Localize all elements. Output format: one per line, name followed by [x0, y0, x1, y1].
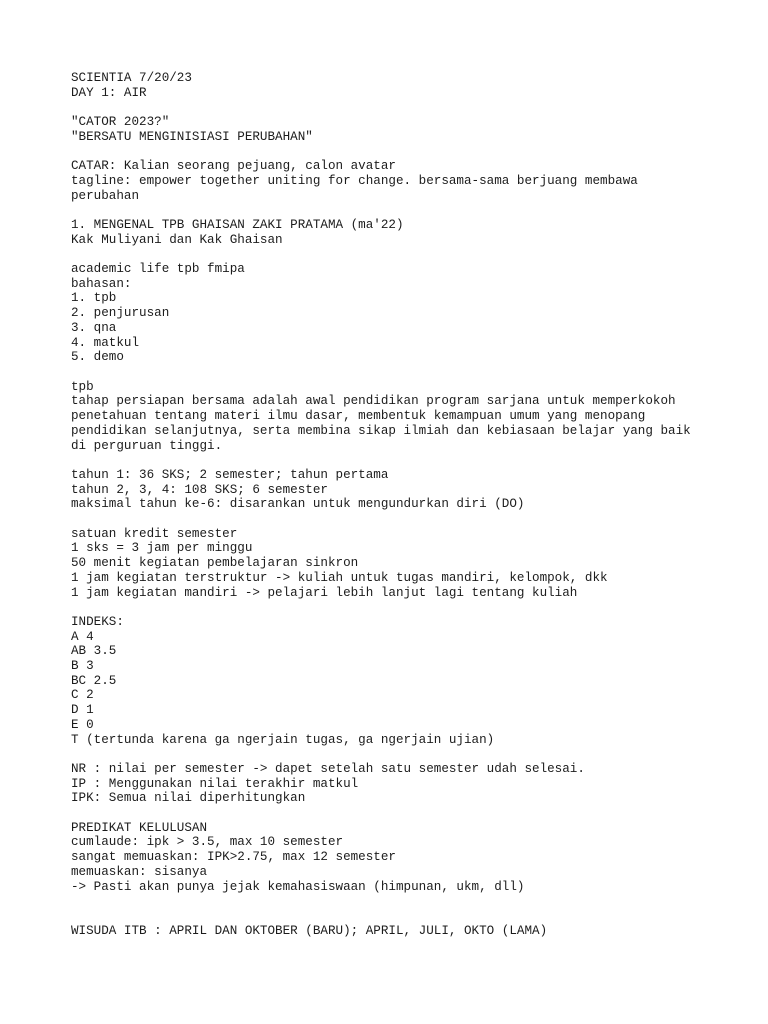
text-line: 2. penjurusan	[71, 306, 170, 321]
text-block	[71, 762, 741, 806]
text-line: AB 3.5	[71, 644, 117, 659]
text-block	[71, 468, 741, 512]
text-block	[71, 262, 741, 365]
text-line: "BERSATU MENGINISIASI PERUBAHAN"	[71, 129, 313, 144]
text-line: 1. MENGENAL TPB GHAISAN ZAKI PRATAMA (ma'22)	[71, 217, 404, 232]
text-line: SCIENTIA 7/20/23	[71, 71, 192, 85]
text-line: memuaskan: sisanya	[71, 864, 208, 879]
text-line: 1 jam kegiatan terstruktur -> kuliah untuk tugas mandiri, kelompok, dkk	[71, 570, 608, 585]
text-line: bahasan:	[71, 276, 132, 291]
text-line: tagline: empower together uniting for change. bersama-sama berjuang membawa	[71, 173, 638, 188]
text-line: 4. matkul	[71, 335, 140, 350]
text-line: tahun 2, 3, 4: 108 SKS; 6 semester	[71, 482, 328, 497]
text-line: WISUDA ITB : APRIL DAN OKTOBER (BARU); APRIL, JULI, OKTO (LAMA)	[71, 923, 548, 938]
text-line: T (tertunda karena ga ngerjain tugas, ga ngerjain ujian)	[71, 732, 495, 747]
text-line: sangat memuaskan: IPK>2.75, max 12 semester	[71, 850, 396, 865]
text-line: NR : nilai per semester -> dapet setelah satu semester udah selesai.	[71, 761, 585, 776]
text-line: tahap persiapan bersama adalah awal pendidikan program sarjana untuk memperkokoh	[71, 394, 676, 409]
text-line: IPK: Semua nilai diperhitungkan	[71, 791, 306, 806]
text-line: E 0	[71, 717, 94, 732]
text-line: B 3	[71, 659, 94, 673]
text-line: 5. demo	[71, 350, 124, 365]
text-line: CATAR: Kalian seorang pejuang, calon avatar	[71, 159, 396, 174]
text-line: PREDIKAT KELULUSAN	[71, 820, 208, 835]
text-line: di perguruan tinggi.	[71, 438, 223, 453]
text-line: tahun 1: 36 SKS; 2 semester; tahun pertama	[71, 467, 389, 482]
text-line: 1 jam kegiatan mandiri -> pelajari lebih lanjut lagi tentang kuliah	[71, 585, 578, 600]
text-line: Kak Muliyani dan Kak Ghaisan	[71, 232, 283, 247]
text-line: "CATOR 2023?"	[71, 115, 170, 130]
text-line: academic life tpb fmipa	[71, 262, 245, 277]
text-line: satuan kredit semester	[71, 526, 238, 541]
text-block	[71, 615, 741, 747]
text-block	[71, 380, 741, 454]
text-block	[71, 821, 741, 895]
text-line: DAY 1: AIR	[71, 85, 147, 100]
text-line: INDEKS:	[71, 614, 124, 629]
document-page	[71, 71, 741, 953]
text-line: C 2	[71, 688, 94, 703]
text-line: perubahan	[71, 188, 140, 203]
text-line: A 4	[71, 629, 94, 644]
text-line	[71, 909, 741, 924]
text-block	[71, 909, 741, 938]
text-line: BC 2.5	[71, 673, 117, 688]
text-block	[71, 218, 741, 247]
text-block	[71, 115, 741, 144]
text-block	[71, 159, 741, 203]
text-line: D 1	[71, 703, 94, 718]
text-line: pendidikan selanjutnya, serta membina sikap ilmiah dan kebiasaan belajar yang baik	[71, 423, 691, 438]
text-line: tpb	[71, 379, 94, 394]
text-block	[71, 71, 741, 100]
text-line: IP : Menggunakan nilai terakhir matkul	[71, 776, 359, 791]
text-line: -> Pasti akan punya jejak kemahasiswaan (himpunan, ukm, dll)	[71, 879, 525, 894]
text-line: 50 menit kegiatan pembelajaran sinkron	[71, 556, 359, 571]
text-line: maksimal tahun ke-6: disarankan untuk mengundurkan diri (DO)	[71, 497, 525, 512]
text-line: 3. qna	[71, 320, 117, 335]
text-line: penetahuan tentang materi ilmu dasar, membentuk kemampuan umum yang menopang	[71, 409, 646, 424]
text-line: cumlaude: ipk > 3.5, max 10 semester	[71, 835, 344, 850]
text-block	[71, 527, 741, 601]
text-line: 1 sks = 3 jam per minggu	[71, 541, 253, 556]
text-line: 1. tpb	[71, 291, 117, 306]
